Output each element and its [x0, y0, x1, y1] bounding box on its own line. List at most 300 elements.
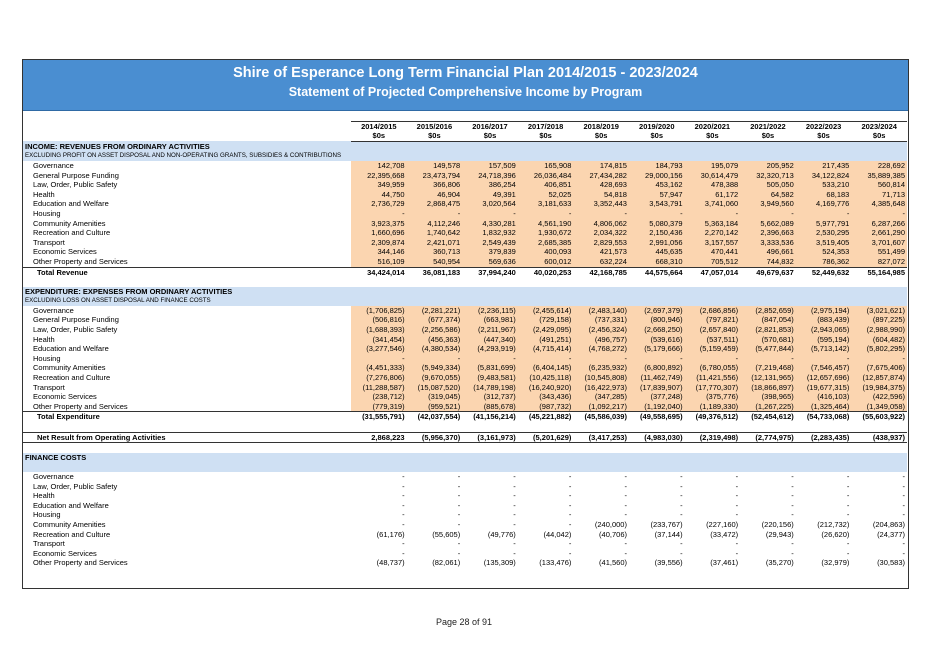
row-value: 668,310 — [629, 257, 685, 267]
row-value: - — [462, 472, 518, 482]
spacer-cell — [518, 443, 574, 453]
row-value: (6,780,055) — [685, 363, 741, 373]
total-value: 34,424,014 — [351, 267, 407, 277]
spacer-row — [23, 443, 907, 453]
row-value: (11,288,587) — [351, 383, 407, 393]
row-value: (10,545,808) — [573, 373, 629, 383]
total-value: (49,376,512) — [685, 412, 741, 422]
row-value: - — [629, 472, 685, 482]
row-value: (1,688,393) — [351, 325, 407, 335]
row-value: 34,122,824 — [796, 171, 852, 181]
spacer-cell — [518, 277, 574, 287]
row-value: (14,789,198) — [462, 383, 518, 393]
section-heading: EXPENDITURE: EXPENSES FROM ORDINARY ACTIVITIES — [23, 287, 351, 297]
row-value: 453,162 — [629, 180, 685, 190]
net-result-value: 2,868,223 — [351, 432, 407, 443]
section-fill — [851, 453, 907, 463]
table-row — [23, 325, 907, 335]
row-value: - — [629, 209, 685, 219]
row-value: 428,693 — [573, 180, 629, 190]
table-row — [23, 402, 907, 412]
table-row — [23, 539, 907, 549]
row-label: Governance — [33, 160, 74, 170]
row-value: (240,000) — [573, 520, 629, 530]
year-header: 2015/2016 — [407, 121, 463, 131]
row-value: (12,131,965) — [740, 373, 796, 383]
row-value: 3,543,791 — [629, 199, 685, 209]
row-value: 445,635 — [629, 247, 685, 257]
row-value: (37,144) — [629, 530, 685, 540]
total-value: (54,733,068) — [796, 412, 852, 422]
row-label: Health — [33, 189, 55, 199]
row-value: - — [462, 482, 518, 492]
row-value: (82,061) — [407, 558, 463, 568]
row-value: (220,156) — [740, 520, 796, 530]
header-blank — [23, 131, 351, 141]
row-value: (496,757) — [573, 335, 629, 345]
spacer-cell — [462, 277, 518, 287]
table-row — [23, 344, 907, 354]
row-value: (347,285) — [573, 392, 629, 402]
year-header: 2021/2022 — [740, 121, 796, 131]
section-subheading-row — [23, 462, 907, 472]
row-value: (883,439) — [796, 315, 852, 325]
spacer-cell — [407, 277, 463, 287]
row-value: (204,863) — [851, 520, 907, 530]
spacer-cell — [685, 422, 741, 432]
row-value: - — [796, 354, 852, 364]
row-value: (2,455,614) — [518, 306, 574, 316]
row-value: (3,277,546) — [351, 344, 407, 354]
row-value: 64,582 — [740, 190, 796, 200]
table-row — [23, 238, 907, 248]
row-value: (2,429,095) — [518, 325, 574, 335]
row-value: 29,000,156 — [629, 171, 685, 181]
row-value: 52,025 — [518, 190, 574, 200]
row-value: 2,661,290 — [851, 228, 907, 238]
row-value: (959,521) — [407, 402, 463, 412]
row-value: 71,713 — [851, 190, 907, 200]
table-row — [23, 315, 907, 325]
section-fill — [851, 287, 907, 297]
section-fill — [685, 287, 741, 297]
row-value: (6,404,145) — [518, 363, 574, 373]
row-value: - — [407, 354, 463, 364]
table-row — [23, 491, 907, 501]
row-value: (48,737) — [351, 558, 407, 568]
row-value: (2,657,840) — [685, 325, 741, 335]
row-value: (18,866,897) — [740, 383, 796, 393]
report-subtitle: Statement of Projected Comprehensive Income by Program — [288, 85, 643, 99]
row-value: - — [851, 539, 907, 549]
row-label: Education and Welfare — [33, 344, 109, 354]
unit-header: $0s — [629, 131, 685, 141]
row-value: - — [796, 491, 852, 501]
spacer-cell — [851, 422, 907, 432]
row-value: (6,235,932) — [573, 363, 629, 373]
row-value: - — [407, 549, 463, 559]
row-value: (24,377) — [851, 530, 907, 540]
total-value: 47,057,014 — [685, 267, 741, 277]
row-value: - — [573, 501, 629, 511]
row-value: - — [740, 539, 796, 549]
row-value: 26,036,484 — [518, 171, 574, 181]
row-value: (5,831,699) — [462, 363, 518, 373]
section-subheading-row — [23, 296, 907, 306]
row-value: (729,158) — [518, 315, 574, 325]
row-value: (30,583) — [851, 558, 907, 568]
row-value: 228,692 — [851, 161, 907, 171]
total-value: (55,603,922) — [851, 412, 907, 422]
row-label: General Purpose Funding — [33, 170, 119, 180]
unit-header: $0s — [573, 131, 629, 141]
row-value: 3,923,375 — [351, 219, 407, 229]
spacer-cell — [629, 443, 685, 453]
row-value: (41,560) — [573, 558, 629, 568]
section-fill — [740, 141, 796, 151]
row-value: - — [851, 510, 907, 520]
row-value: 3,949,560 — [740, 199, 796, 209]
row-value: (2,483,140) — [573, 306, 629, 316]
section-fill — [518, 287, 574, 297]
row-value: 61,172 — [685, 190, 741, 200]
spacer-cell — [518, 422, 574, 432]
row-value: (19,984,375) — [851, 383, 907, 393]
row-value: - — [573, 510, 629, 520]
row-value: 68,183 — [796, 190, 852, 200]
net-result-label: Net Result from Operating Activities — [23, 432, 351, 443]
row-value: 1,832,932 — [462, 228, 518, 238]
row-value: (49,776) — [462, 530, 518, 540]
row-value: (800,946) — [629, 315, 685, 325]
row-value: (5,179,666) — [629, 344, 685, 354]
section-fill — [462, 141, 518, 151]
row-label: Recreation and Culture — [33, 373, 111, 383]
row-value: (1,706,825) — [351, 306, 407, 316]
row-value: (2,281,221) — [407, 306, 463, 316]
row-label: Education and Welfare — [33, 199, 109, 209]
row-value: 406,851 — [518, 180, 574, 190]
row-value: (570,681) — [740, 335, 796, 345]
row-value: (2,988,990) — [851, 325, 907, 335]
table-row — [23, 558, 907, 568]
row-value: - — [407, 520, 463, 530]
row-value: - — [407, 472, 463, 482]
row-value: - — [851, 472, 907, 482]
row-value: - — [796, 482, 852, 492]
row-value: (35,270) — [740, 558, 796, 568]
row-value: (55,605) — [407, 530, 463, 540]
row-value: (2,668,250) — [629, 325, 685, 335]
row-value: (987,732) — [518, 402, 574, 412]
row-value: (2,697,379) — [629, 306, 685, 316]
row-value: 142,708 — [351, 161, 407, 171]
row-value: 2,270,142 — [685, 228, 741, 238]
row-value: - — [518, 209, 574, 219]
row-value: (10,425,118) — [518, 373, 574, 383]
row-value: (15,087,520) — [407, 383, 463, 393]
row-value: (7,219,468) — [740, 363, 796, 373]
row-value: (1,189,330) — [685, 402, 741, 412]
row-value: 533,210 — [796, 180, 852, 190]
spacer-row — [23, 422, 907, 432]
spacer-cell — [462, 422, 518, 432]
row-label: Governance — [33, 305, 74, 315]
spacer-cell — [573, 111, 629, 121]
row-value: 217,435 — [796, 161, 852, 171]
spacer-cell — [518, 111, 574, 121]
row-value: 344,146 — [351, 247, 407, 257]
row-value: (1,092,217) — [573, 402, 629, 412]
row-value: - — [518, 472, 574, 482]
report-title: Shire of Esperance Long Term Financial Plan 2014/2015 - 2023/2024 — [233, 65, 698, 81]
row-value: 3,701,607 — [851, 238, 907, 248]
section-fill — [685, 141, 741, 151]
row-value: - — [407, 209, 463, 219]
row-value: 400,093 — [518, 247, 574, 257]
section-fill — [518, 453, 574, 463]
row-value: 23,473,794 — [407, 171, 463, 181]
row-value: 2,736,729 — [351, 199, 407, 209]
row-value: - — [685, 549, 741, 559]
section-heading: FINANCE COSTS — [23, 453, 351, 463]
spacer-cell — [796, 277, 852, 287]
table-row — [23, 520, 907, 530]
row-value: (341,454) — [351, 335, 407, 345]
spacer-cell — [407, 443, 463, 453]
row-value: - — [685, 482, 741, 492]
row-value: - — [629, 539, 685, 549]
row-value: (135,309) — [462, 558, 518, 568]
row-value: 57,947 — [629, 190, 685, 200]
row-value: - — [796, 501, 852, 511]
table-row — [23, 482, 907, 492]
row-value: 6,287,266 — [851, 219, 907, 229]
row-value: - — [518, 539, 574, 549]
spacer-cell — [685, 443, 741, 453]
row-value: - — [851, 354, 907, 364]
unit-header: $0s — [407, 131, 463, 141]
row-value: (16,422,973) — [573, 383, 629, 393]
row-value: 505,050 — [740, 180, 796, 190]
report-banner — [23, 60, 908, 111]
row-value: (677,374) — [407, 315, 463, 325]
row-value: - — [518, 510, 574, 520]
row-value: - — [796, 472, 852, 482]
row-value: - — [573, 354, 629, 364]
row-value: - — [629, 354, 685, 364]
net-result-value: (4,983,030) — [629, 432, 685, 443]
row-value: (2,686,856) — [685, 306, 741, 316]
row-value: 35,889,385 — [851, 171, 907, 181]
row-value: 30,614,479 — [685, 171, 741, 181]
table-row — [23, 383, 907, 393]
spacer-cell — [351, 111, 407, 121]
table-row — [23, 373, 907, 383]
year-header: 2020/2021 — [685, 121, 741, 131]
row-value: - — [351, 491, 407, 501]
table-row — [23, 549, 907, 559]
row-label: Community Amenities — [33, 218, 106, 228]
row-label: Law, Order, Public Safety — [33, 180, 118, 190]
spacer-cell — [740, 422, 796, 432]
row-value: 2,991,056 — [629, 238, 685, 248]
row-value: - — [685, 510, 741, 520]
section-fill — [573, 141, 629, 151]
row-value: 2,150,436 — [629, 228, 685, 238]
row-value: (1,192,040) — [629, 402, 685, 412]
row-value: (9,483,581) — [462, 373, 518, 383]
spacer-cell — [851, 443, 907, 453]
spacer-cell — [407, 111, 463, 121]
spacer-cell — [740, 277, 796, 287]
table-row — [23, 306, 907, 316]
row-value: (537,511) — [685, 335, 741, 345]
row-value: - — [740, 482, 796, 492]
row-value: (2,821,853) — [740, 325, 796, 335]
total-value: 40,020,253 — [518, 267, 574, 277]
net-result-value: (2,774,975) — [740, 432, 796, 443]
row-value: 24,718,396 — [462, 171, 518, 181]
row-value: 551,499 — [851, 247, 907, 257]
table-row — [23, 257, 907, 267]
total-value: 55,164,985 — [851, 267, 907, 277]
year-header: 2014/2015 — [351, 121, 407, 131]
row-value: (133,476) — [518, 558, 574, 568]
spacer-cell — [573, 277, 629, 287]
total-value: (45,221,882) — [518, 412, 574, 422]
row-value: (2,456,324) — [573, 325, 629, 335]
table-row — [23, 161, 907, 171]
row-label: Recreation and Culture — [33, 228, 111, 238]
row-value: 157,509 — [462, 161, 518, 171]
section-fill — [462, 453, 518, 463]
row-value: (44,042) — [518, 530, 574, 540]
row-label: Recreation and Culture — [33, 529, 111, 539]
row-value: (1,267,225) — [740, 402, 796, 412]
row-value: 360,713 — [407, 247, 463, 257]
row-value: (5,713,142) — [796, 344, 852, 354]
row-value: - — [573, 209, 629, 219]
row-value: (506,816) — [351, 315, 407, 325]
spacer-cell — [685, 111, 741, 121]
row-value: (4,768,272) — [573, 344, 629, 354]
row-value: 46,904 — [407, 190, 463, 200]
spacer-cell — [407, 422, 463, 432]
header-blank — [23, 121, 351, 131]
section-heading-row — [23, 141, 907, 151]
total-value: (52,454,612) — [740, 412, 796, 422]
table-row — [23, 180, 907, 190]
row-value: 600,012 — [518, 257, 574, 267]
row-value: - — [407, 491, 463, 501]
row-value: (3,021,621) — [851, 306, 907, 316]
row-value: 421,573 — [573, 247, 629, 257]
row-value: (4,451,333) — [351, 363, 407, 373]
row-value: 1,660,696 — [351, 228, 407, 238]
row-value: - — [851, 482, 907, 492]
total-value: 36,081,183 — [407, 267, 463, 277]
section-fill — [351, 141, 407, 151]
section-heading: INCOME: REVENUES FROM ORDINARY ACTIVITIES — [23, 141, 351, 151]
row-value: 174,815 — [573, 161, 629, 171]
row-value: (319,045) — [407, 392, 463, 402]
row-value: 349,959 — [351, 180, 407, 190]
row-value: (212,732) — [796, 520, 852, 530]
row-value: - — [407, 501, 463, 511]
spacer-cell — [796, 111, 852, 121]
row-value: - — [351, 472, 407, 482]
row-label: Health — [33, 491, 55, 501]
unit-header: $0s — [351, 131, 407, 141]
row-value: - — [740, 354, 796, 364]
row-value: - — [573, 549, 629, 559]
year-header-row — [23, 121, 907, 131]
row-value: 4,806,062 — [573, 219, 629, 229]
row-value: 4,561,190 — [518, 219, 574, 229]
row-label: Health — [33, 334, 55, 344]
row-value: - — [462, 209, 518, 219]
spacer-cell — [23, 111, 351, 121]
row-label: Governance — [33, 471, 74, 481]
row-label: Transport — [33, 382, 65, 392]
table-row — [23, 228, 907, 238]
row-value: 3,519,405 — [796, 238, 852, 248]
row-value: (19,677,315) — [796, 383, 852, 393]
section-fill — [351, 453, 407, 463]
row-value: 54,818 — [573, 190, 629, 200]
spacer-cell — [796, 422, 852, 432]
row-value: (17,839,907) — [629, 383, 685, 393]
section-subheading: EXCLUDING PROFIT ON ASSET DISPOSAL AND NON-OPERATING GRANTS, SUBSIDIES & CONTRIBUTIONS — [23, 151, 907, 161]
row-value: 2,034,322 — [573, 228, 629, 238]
row-value: (29,943) — [740, 530, 796, 540]
year-header: 2018/2019 — [573, 121, 629, 131]
spacer-cell — [851, 111, 907, 121]
row-value: 540,954 — [407, 257, 463, 267]
row-value: 4,385,648 — [851, 199, 907, 209]
row-label: Education and Welfare — [33, 500, 109, 510]
row-value: 2,829,553 — [573, 238, 629, 248]
row-value: (416,103) — [796, 392, 852, 402]
row-value: 2,530,295 — [796, 228, 852, 238]
section-fill — [407, 453, 463, 463]
table-row — [23, 392, 907, 402]
row-value: - — [518, 501, 574, 511]
row-value: - — [573, 539, 629, 549]
row-value: - — [685, 539, 741, 549]
section-fill — [629, 453, 685, 463]
table-row — [23, 209, 907, 219]
row-value: (6,800,892) — [629, 363, 685, 373]
spacer-cell — [573, 443, 629, 453]
row-value: - — [518, 549, 574, 559]
row-value: - — [629, 501, 685, 511]
row-value: (9,670,055) — [407, 373, 463, 383]
row-value: (595,194) — [796, 335, 852, 345]
row-value: 3,333,536 — [740, 238, 796, 248]
table-row — [23, 171, 907, 181]
row-value: - — [740, 510, 796, 520]
table-row — [23, 219, 907, 229]
row-value: (779,319) — [351, 402, 407, 412]
row-value: (5,802,295) — [851, 344, 907, 354]
row-label: Community Amenities — [33, 519, 106, 529]
row-value: (5,477,844) — [740, 344, 796, 354]
section-fill — [796, 141, 852, 151]
row-value: (17,770,307) — [685, 383, 741, 393]
spacer-cell — [629, 422, 685, 432]
